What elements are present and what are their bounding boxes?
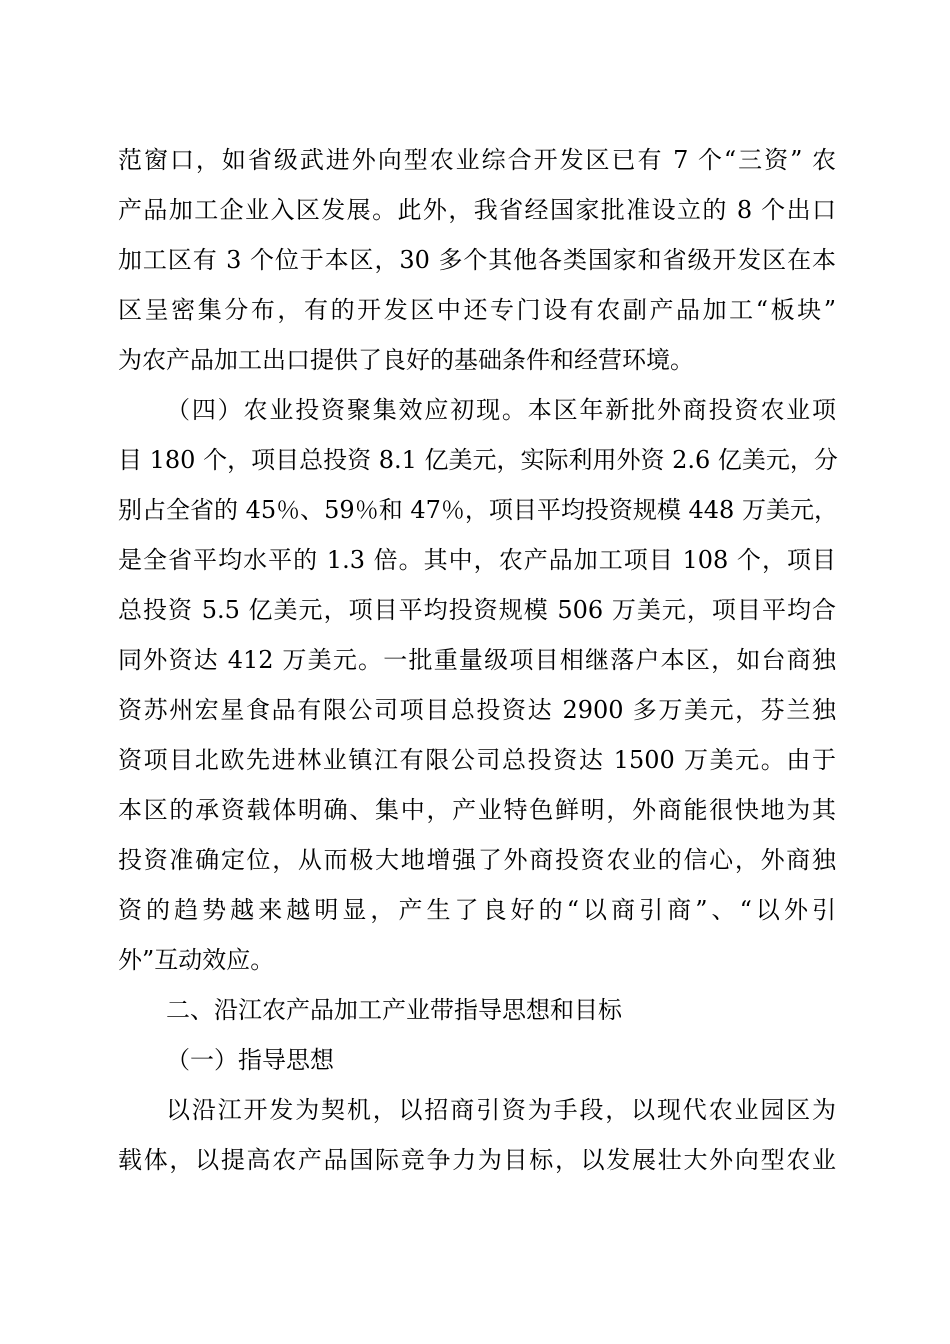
paragraph-2-line-7: 资苏州宏星食品有限公司项目总投资达 2900 多万美元，芬兰独 [118, 696, 836, 724]
paragraph-2-line-2: 目 180 个，项目总投资 8.1 亿美元，实际利用外资 2.6 亿美元，分 [118, 446, 838, 474]
paragraph-2-line-12: 外”互动效应。 [118, 946, 275, 974]
paragraph-1-line-5: 为农产品加工出口提供了良好的基础条件和经营环境。 [118, 346, 694, 374]
section-heading: 二、沿江农产品加工产业带指导思想和目标 [166, 996, 622, 1024]
paragraph-3-line-1: 以沿江开发为契机，以招商引资为手段，以现代农业园区为 [166, 1096, 836, 1124]
paragraph-1-line-4: 区呈密集分布，有的开发区中还专门设有农副产品加工“板块” [118, 296, 836, 324]
paragraph-2-line-11: 资的趋势越来越明显，产生了良好的“以商引商”、“以外引 [118, 896, 836, 924]
paragraph-2-line-10: 投资准确定位，从而极大地增强了外商投资农业的信心，外商独 [118, 846, 836, 874]
paragraph-2-line-5: 总投资 5.5 亿美元，项目平均投资规模 506 万美元，项目平均合 [118, 596, 836, 624]
paragraph-2-line-9: 本区的承资载体明确、集中，产业特色鲜明，外商能很快地为其 [118, 796, 836, 824]
paragraph-2-line-4: 是全省平均水平的 1.3 倍。其中，农产品加工项目 108 个，项目 [118, 546, 836, 574]
paragraph-2-line-6: 同外资达 412 万美元。一批重量级项目相继落户本区，如台商独 [118, 646, 836, 674]
paragraph-3-line-2: 载体，以提高农产品国际竞争力为目标，以发展壮大外向型农业 [118, 1146, 836, 1174]
paragraph-2-line-1: （四）农业投资聚集效应初现。本区年新批外商投资农业项 [166, 396, 836, 424]
paragraph-1-line-3: 加工区有 3 个位于本区，30 多个其他各类国家和省级开发区在本 [118, 246, 836, 274]
paragraph-1-line-1: 范窗口，如省级武进外向型农业综合开发区已有 7 个“三资” 农 [118, 146, 836, 174]
paragraph-1-line-2: 产品加工企业入区发展。此外，我省经国家批准设立的 8 个出口 [118, 196, 836, 224]
paragraph-2-line-8: 资项目北欧先进林业镇江有限公司总投资达 1500 万美元。由于 [118, 746, 836, 774]
subsection-heading: （一）指导思想 [166, 1046, 334, 1074]
paragraph-2-line-3: 别占全省的 45％、59％和 47％，项目平均投资规模 448 万美元， [118, 496, 838, 524]
